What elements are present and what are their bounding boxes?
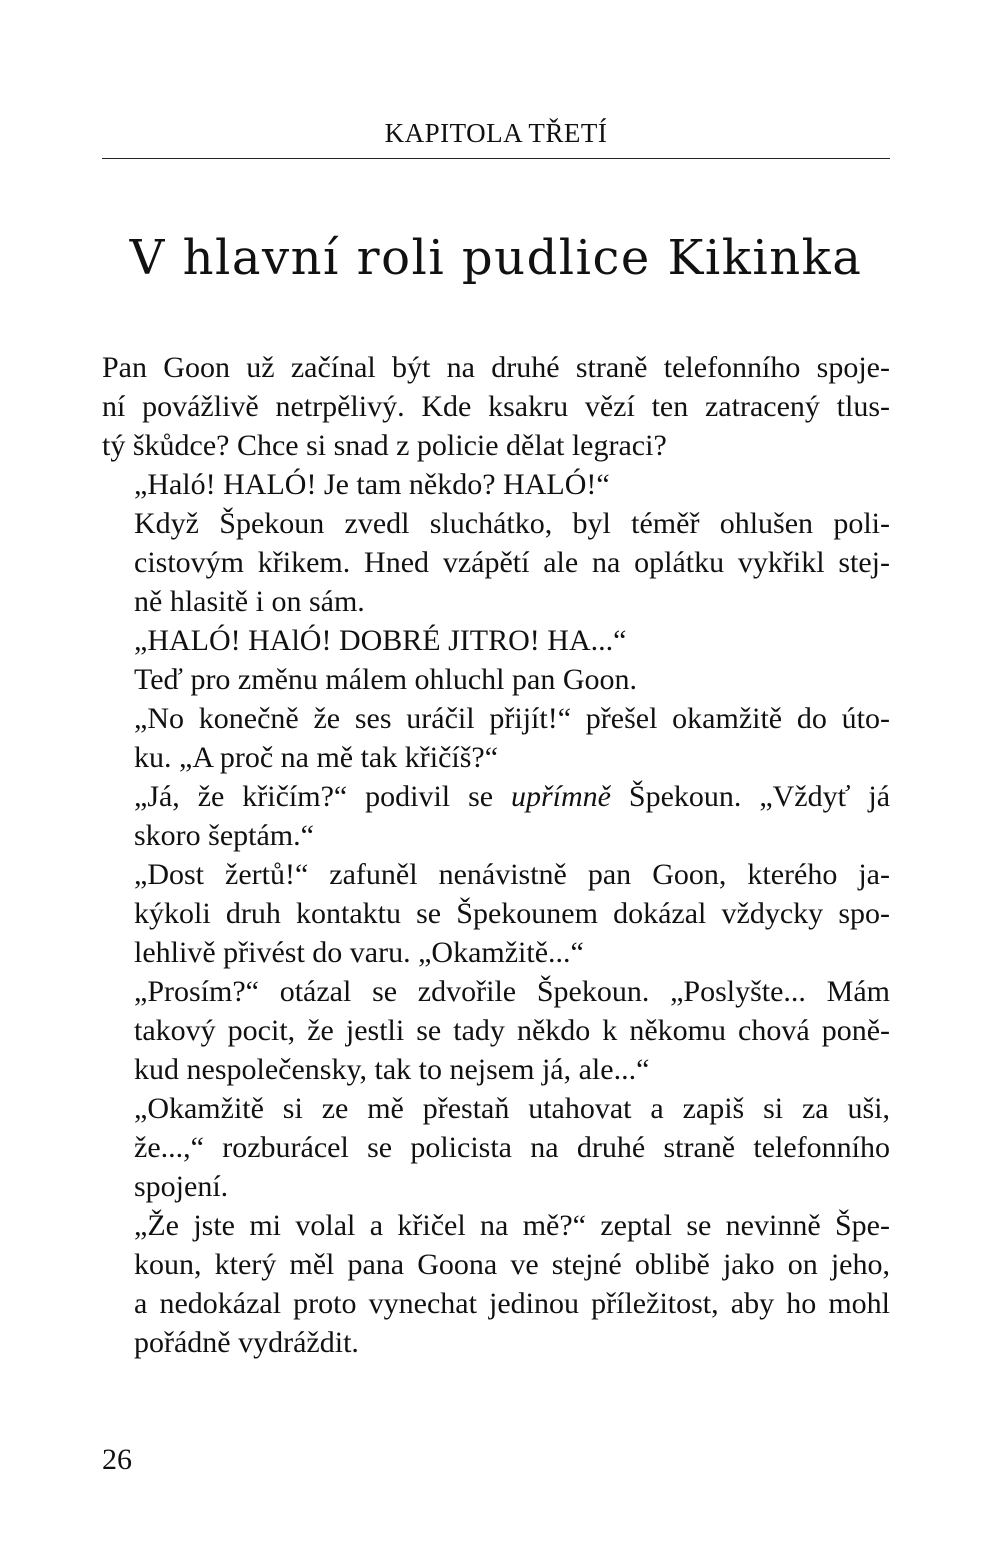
paragraph bbox=[102, 504, 890, 621]
paragraph bbox=[102, 621, 890, 660]
text-line: kud nespolečensky, tak to nejsem já, ale...“ bbox=[134, 1053, 650, 1086]
paragraph bbox=[102, 465, 890, 504]
text-line: Když Špekoun zvedl sluchátko, byl téměř ohlušen poli- bbox=[134, 507, 890, 540]
text-line: „HALÓ! HAlÓ! DOBRÉ JITRO! HA...“ bbox=[134, 624, 627, 657]
text-line: „Že jste mi volal a křičel na mě?“ zeptal se nevinně Špe- bbox=[134, 1209, 890, 1242]
running-head: KAPITOLA TŘETÍ bbox=[384, 118, 608, 148]
paragraph bbox=[102, 1089, 890, 1206]
page-number: 26 bbox=[102, 1443, 132, 1476]
paragraph bbox=[102, 855, 890, 972]
body-text bbox=[102, 348, 890, 1362]
chapter-title: V hlavní roli pudlice Kikinka bbox=[129, 230, 863, 286]
text-line: tý škůdce? Chce si snad z policie dělat legraci? bbox=[102, 429, 667, 462]
text-line: že...,“ rozburácel se policista na druhé straně telefonního bbox=[134, 1131, 890, 1164]
text-line: spojení. bbox=[134, 1170, 229, 1203]
text-line: „Okamžitě si ze mě přestaň utahovat a zapiš si za uši, bbox=[134, 1092, 890, 1125]
text-line: kýkoli druh kontaktu se Špekounem dokázal vždycky spo- bbox=[134, 897, 890, 930]
text-segment: Špekoun. „Vždyť já bbox=[610, 780, 891, 813]
text-line: „Haló! HALÓ! Je tam někdo? HALÓ!“ bbox=[134, 468, 610, 501]
text-line: Teď pro změnu málem ohluchl pan Goon. bbox=[134, 663, 637, 696]
text-line bbox=[102, 777, 890, 816]
text-line: ně hlasitě i on sám. bbox=[134, 585, 365, 618]
text-line: skoro šeptám.“ bbox=[134, 819, 314, 852]
text-line: koun, který měl pana Goona ve stejné oblibě jako on jeho, bbox=[134, 1248, 890, 1281]
paragraph bbox=[102, 660, 890, 699]
text-line: „Dost žertů!“ zafuněl nenávistně pan Goon, kterého ja- bbox=[134, 858, 890, 891]
paragraph bbox=[102, 972, 890, 1089]
text-line: cistovým křikem. Hned vzápětí ale na oplátku vykřikl stej- bbox=[134, 546, 890, 579]
text-line: pořádně vydráždit. bbox=[134, 1326, 359, 1359]
emphasis: upřímně bbox=[510, 780, 611, 813]
text-line: „Prosím?“ otázal se zdvořile Špekoun. „Poslyšte... Mám bbox=[134, 975, 890, 1008]
header-rule bbox=[102, 158, 890, 159]
text-line: ku. „A proč na mě tak křičíš?“ bbox=[134, 741, 499, 774]
paragraph bbox=[102, 777, 890, 855]
text-segment: „Já, že křičím?“ podivil se bbox=[134, 780, 511, 813]
paragraph bbox=[102, 699, 890, 777]
text-line: takový pocit, že jestli se tady někdo k někomu chová poně- bbox=[134, 1014, 890, 1047]
paragraph bbox=[102, 1206, 890, 1362]
text-line: a nedokázal proto vynechat jedinou příležitost, aby ho mohl bbox=[134, 1287, 890, 1320]
text-line: „No konečně že ses uráčil přijít!“ přešel okamžitě do úto- bbox=[134, 702, 890, 735]
text-line: lehlivě přivést do varu. „Okamžitě...“ bbox=[134, 936, 584, 969]
text-line: Pan Goon už začínal být na druhé straně telefonního spoje- bbox=[102, 351, 890, 384]
text-line: ní povážlivě netrpělivý. Kde ksakru vězí ten zatracený tlus- bbox=[102, 390, 890, 423]
paragraph bbox=[102, 348, 890, 465]
